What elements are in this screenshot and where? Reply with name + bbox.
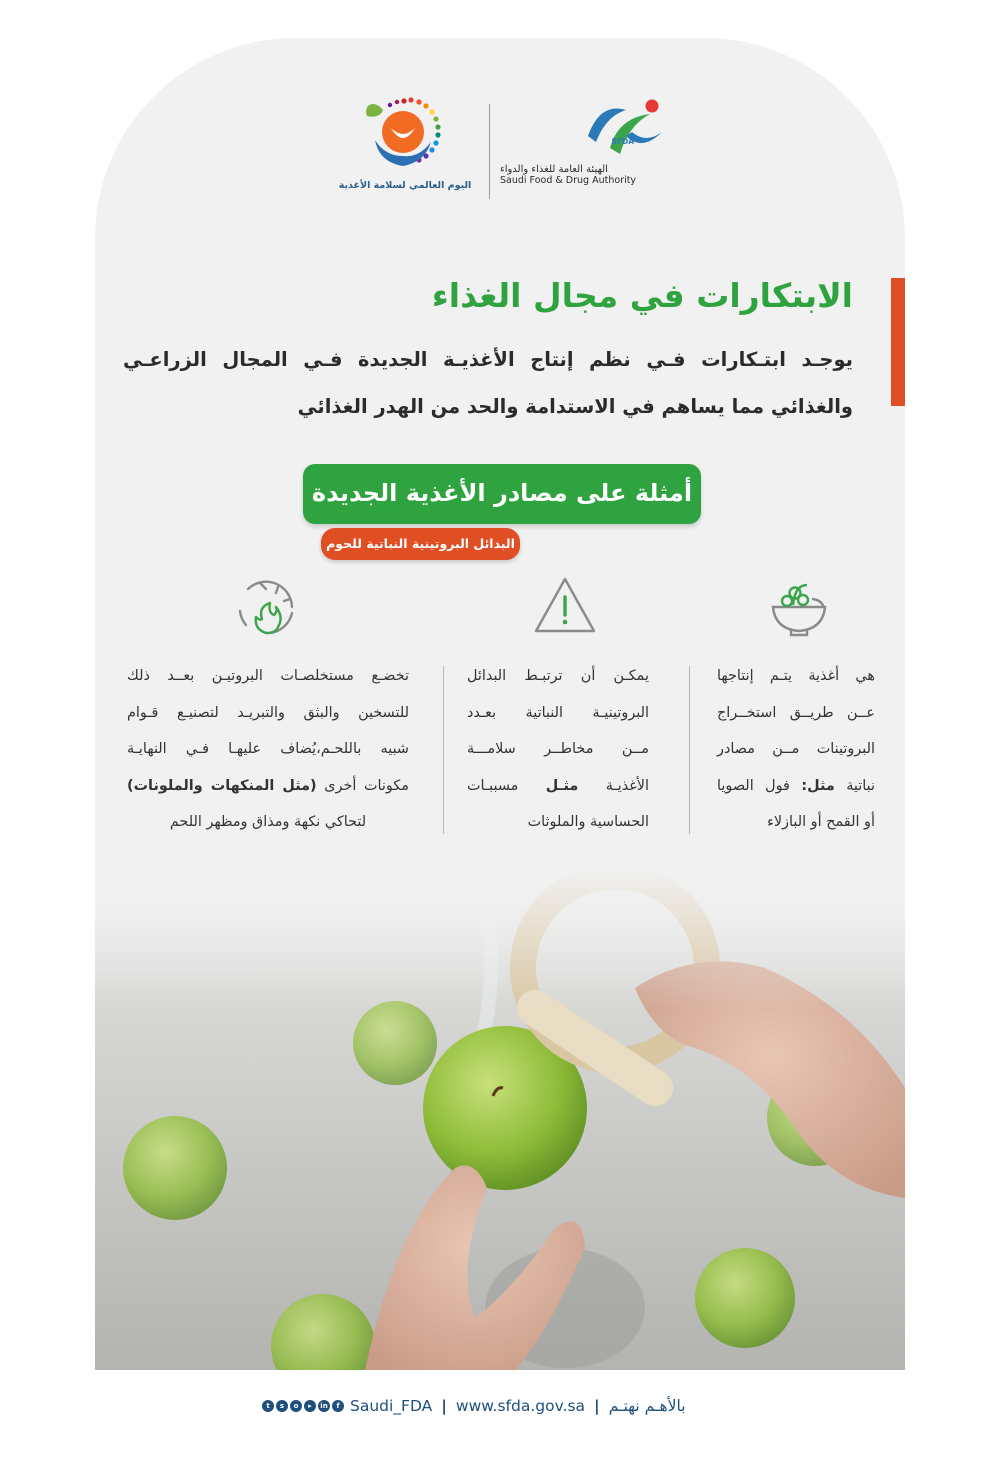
col1-line-5: أو القمح أو البازلاء [767,814,875,830]
apple-washing-photo [95,868,905,1370]
food-safety-day-emblem-icon [357,96,453,176]
col2-line-4-pre: الأغذيـة [578,777,649,794]
col3-line-2: للتسخين والبثق والتبريـد لتصنيـع قـوام [127,704,409,721]
column-separator-1 [689,666,690,834]
poster-card [95,38,905,1370]
subsection-pill: البدائل البروتينية النباتية للحوم [321,528,520,560]
col3-line-4-bold: (مثل المنكهات والملونات) [127,777,317,794]
footer-separator-1: | [441,1397,447,1415]
day-logo-caption: اليوم العالمي لسلامة الأغذية [338,180,472,191]
col3-line-4-pre: مكونات أخرى [316,777,409,794]
warning-icon [531,573,599,641]
col1-line-1: هي أغذية يتـم إنتاجها [717,668,875,684]
page-title: الابتكارات في مجال الغذاء [431,276,853,315]
social-icons [262,1400,344,1412]
title-accent-bar [891,278,905,406]
col3-line-3: شبيه باللحـم،يُضاف عليهـا فـي النهايـة [127,741,409,757]
col2-line-4-post: مسببـات [467,777,546,794]
bowl-icon [765,573,833,641]
sfda-name-english: Saudi Food & Drug Authority [500,175,637,186]
col1-line-4 [717,768,875,805]
col3-line-1: تخضـع مستخلصـات البروتيـن بعــد ذلك [127,668,409,684]
col3-line-5: لتحاكي نكهة ومذاق ومظهر اللحم [169,814,367,830]
header-logos [95,96,905,206]
linkedin-icon[interactable]: in [318,1400,330,1412]
facebook-icon[interactable]: f [332,1400,344,1412]
col2-line-2: البروتينيـة النباتية بعـدد [467,704,649,721]
col2-line-3: مــن مخاطــر سلامـــة [467,741,649,757]
youtube-icon[interactable]: ▸ [304,1400,316,1412]
world-food-safety-day-logo [330,96,480,206]
column-processing [127,658,409,841]
intro-paragraph: يوجـد ابتـكارات فـي نظم إنتاج الأغذيـة الجديدة فـي المجال الزراعـي والغذائي مما يساهم في الاستدامة والحد من الهدر الغذائي [123,348,853,418]
footer-separator-2: | [594,1397,600,1415]
col2-line-4-bold: مثـل [545,777,579,794]
website-link[interactable]: www.sfda.gov.sa [455,1397,586,1415]
sfda-logo [500,96,670,206]
heat-gauge-icon [232,573,300,641]
sfda-mark: SFDA [611,137,634,146]
col1-line-4-post: فول الصويا [717,777,802,794]
col1-line-2: عــن طريــق استخــراج [717,704,875,721]
column-safety-risks [467,658,649,841]
sfda-emblem-icon [580,96,670,162]
section-heading-pill: أمثلة على مصادر الأغذية الجديدة [303,464,701,524]
col2-line-4 [467,768,649,805]
twitter-icon[interactable]: t [262,1400,274,1412]
col1-line-4-pre: نباتية [834,777,875,794]
column-separator-2 [443,666,444,834]
social-handle[interactable]: Saudi_FDA [350,1397,433,1415]
footer [262,1391,742,1421]
snapchat-icon[interactable]: s [276,1400,288,1412]
col2-line-1: يمكـن أن ترتبـط البدائل [467,668,649,684]
column-plant-protein-definition [717,658,875,841]
sfda-name-arabic: الهيئة العامة للغذاء والدواء [500,164,608,175]
instagram-icon[interactable]: o [290,1400,302,1412]
col1-line-4-bold: مثل: [801,777,835,794]
footer-tagline: بالأهـم نهتـم [608,1397,686,1415]
col3-line-4 [127,768,409,805]
logo-divider [489,104,490,199]
col2-line-5: الحساسية والملوثات [527,814,649,830]
col1-line-3: البروتينات مــن مصادر [717,741,875,757]
